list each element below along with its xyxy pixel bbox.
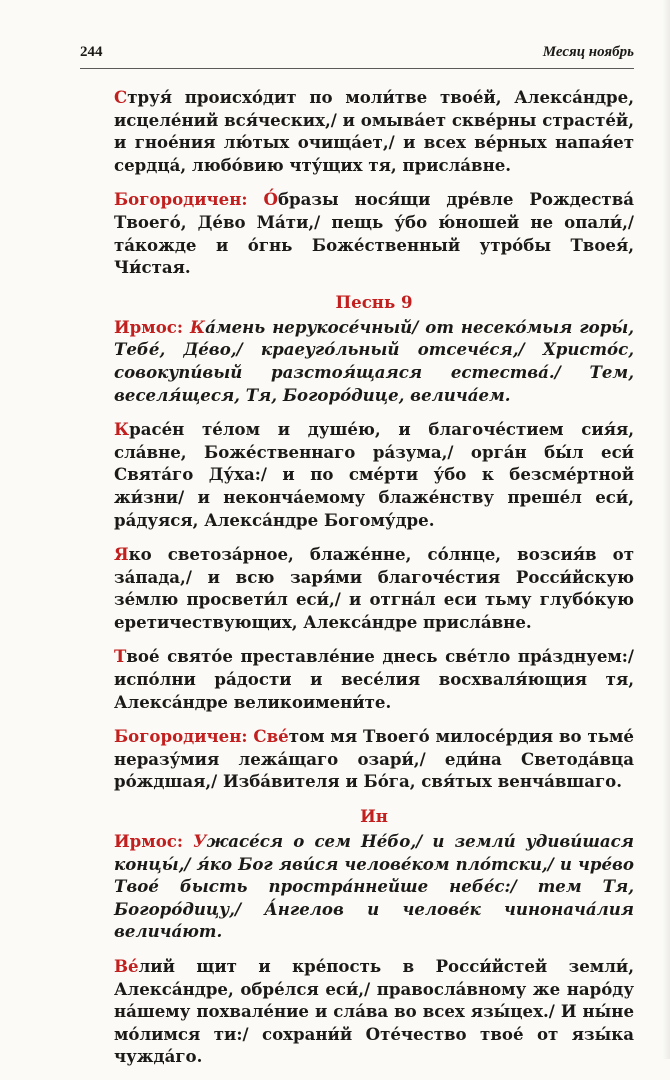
page-edge-shadow [662,0,670,1059]
irmos-label: Ирмос: [114,316,183,337]
paragraph-text: бразы нося́щи дре́вле Рождества́ Твоего́, Де́во Ма́ти,/ пещь у́бо ю́ношей не опали́,/ та́кожде и о́гнь Боже́ственный утро́бы Твоея́, Чи́стая. [114,189,634,278]
drop-initial: К [114,419,130,440]
paragraph-text: вое́ свято́е преставле́ние днесь све́тло пра́зднуем:/ испо́лни ра́дости и весе́лия восхваля́ющия тя, Алекса́ндре великоимени́те. [114,646,634,712]
drop-initial: К [189,316,206,337]
main-text [114,86,634,1080]
paragraph-text: труя́ происхо́дит по моли́тве твое́й, Алекса́ндре, исцеле́ний вся́ческих,/ и омыва́ет скве́рны страсте́й, и гное́ния лю́тых очища́ет,/ и всех ве́рных напая́ет сердца́, любо́вию чту́щих тя, присла́вне. [114,87,634,175]
drop-initial: Све́ [253,726,289,747]
theotokion-label: Богородичен: [114,189,248,210]
paragraph-text: ко светоза́рное, блаже́нне, со́лнце, возсия́в от за́пада,/ и всю заря́ми благоче́стия Росси́йскую зе́млю просвети́л еси́,/ и отгна́л еси тьму глубо́кую еретичествующих, Алекса́ндре присла́вне. [114,544,634,632]
theotokion-1 [114,188,634,278]
irmos-label: Ирмос: [114,831,183,852]
troparion-5 [114,955,634,1068]
drop-initial: О́ [263,189,278,210]
paragraph-text: том мя Твоего́ милосе́рдия во тьме́ неразу́мия лежа́щаго озари́,/ еди́на Светода́вца ро́ждшая,/ Изба́вителя и Бо́га, свя́тых венча́вшаго. [114,726,634,792]
paragraph-text: расе́н те́лом и душе́ю, и благоче́стием сия́я, сла́вне, Боже́ственнаго ра́зума,/ орга́н бы́л еси́ Свята́го Ду́ха:/ и по сме́рти у́бо к безсме́ртной жи́зни/ и неконча́емому блаже́нству преше́л еси́, ра́дуяся, Алекса́ндре Богому́дре. [114,419,634,530]
irmos-1 [114,316,634,406]
drop-initial: С [114,87,128,107]
ode-9-heading: Песнь 9 [335,291,413,312]
drop-initial: Я [114,544,129,565]
running-title: Месяц ноябрь [542,44,634,60]
drop-initial: У [193,831,207,852]
theotokion-label: Богородичен: [114,726,248,747]
page-number: 244 [80,44,103,60]
paragraph-text: жасе́ся о сем Не́бо,/ и земли́ удиви́шася концы́,/ я́ко Бог яви́ся челове́ком пло́тски,/ и чре́во Твое́ бысть простра́ннейше небе́с:/ тем Тя, Богоро́дицу,/ А́нгелов и челове́к чинонача́лия велича́ют. [114,831,634,942]
drop-initial: Ве́ [114,956,139,976]
theotokion-2 [114,725,634,793]
drop-initial: Т [114,646,127,667]
paragraph-text: а́мень нерукосе́чный/ от несеко́мыя горы́, Тебе́, Де́во,/ краеуго́льный отсече́ся,/ Христо́с, совокупи́вый разстоя́щаяся естества́./ Тем, веселя́щеся, Тя, Богоро́дице, велича́ем. [114,316,635,405]
in-heading: Ин [360,806,388,827]
page-header [80,40,634,69]
paragraph-text: лий щит и кре́пость в Росси́йстей земли́, Алекса́ндре, обре́лся еси́,/ правосла́вному же наро́ду на́шему похвале́ние и сла́ва во всех язы́цех./ И ны́не мо́лимся ти:/ сохрани́й Оте́чество твое́ от язы́ка чужда́го. [114,956,634,1067]
troparion-1 [114,86,634,176]
troparion-4 [114,645,634,713]
troparion-3 [114,543,634,633]
troparion-2 [114,418,634,531]
irmos-2 [114,830,634,943]
